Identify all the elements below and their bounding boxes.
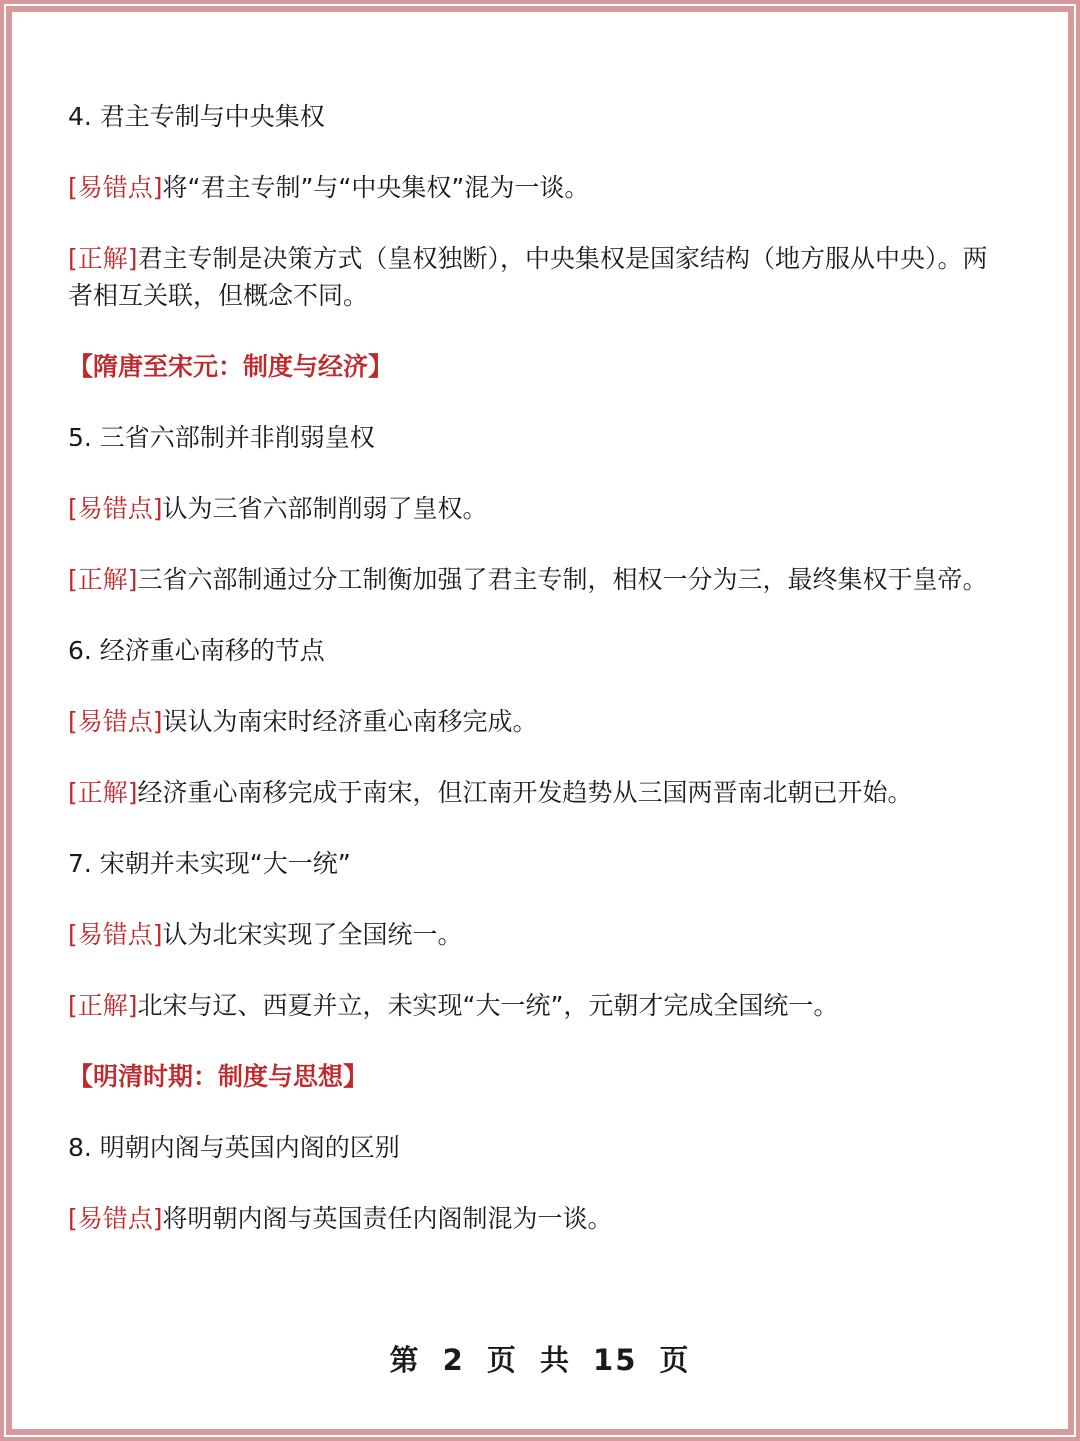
answer-text: 君主专制是决策方式（皇权独断），中央集权是国家结构（地方服从中央）。两者相互关联，但概念不同。 [68, 244, 988, 310]
item-heading-6: 6. 经济重心南移的节点 [68, 636, 325, 665]
document-body [68, 98, 998, 1271]
mistake-text: 误认为南宋时经济重心南移完成。 [162, 707, 538, 736]
mistake-tag: [易错点] [68, 494, 163, 523]
section-title-sui-tang-song-yuan: 【隋唐至宋元：制度与经济】 [68, 352, 394, 381]
mistake-tag: [易错点] [68, 173, 163, 202]
item-heading-5: 5. 三省六部制并非削弱皇权 [68, 423, 375, 452]
item-answer-5 [68, 561, 998, 598]
mistake-text: 认为北宋实现了全国统一。 [162, 920, 463, 949]
mistake-tag: [易错点] [68, 1204, 163, 1233]
answer-tag: [正解] [68, 244, 138, 273]
mistake-text: 将明朝内阁与英国责任内阁制混为一谈。 [162, 1204, 613, 1233]
item-mistake-5 [68, 490, 998, 527]
mistake-tag: [易错点] [68, 920, 163, 949]
item-heading-4: 4. 君主专制与中央集权 [68, 102, 325, 131]
item-heading-7: 7. 宋朝并未实现“大一统” [68, 849, 351, 878]
answer-text: 经济重心南移完成于南宋，但江南开发趋势从三国两晋南北朝已开始。 [137, 778, 913, 807]
page-number-footer: 第 2 页 共 15 页 [389, 1343, 691, 1377]
item-mistake-8 [68, 1200, 998, 1237]
mistake-tag: [易错点] [68, 707, 163, 736]
answer-text: 三省六部制通过分工制衡加强了君主专制，相权一分为三，最终集权于皇帝。 [137, 565, 988, 594]
item-answer-7 [68, 987, 998, 1024]
item-answer-6 [68, 774, 998, 811]
item-answer-4 [68, 240, 998, 314]
answer-tag: [正解] [68, 565, 138, 594]
answer-text: 北宋与辽、西夏并立，未实现“大一统”，元朝才完成全国统一。 [137, 991, 839, 1020]
mistake-text: 将“君主专制”与“中央集权”混为一谈。 [162, 173, 590, 202]
item-mistake-7 [68, 916, 998, 953]
inner-frame [10, 10, 1070, 1431]
item-mistake-6 [68, 703, 998, 740]
item-heading-8: 8. 明朝内阁与英国内阁的区别 [68, 1133, 400, 1162]
section-title-ming-qing: 【明清时期：制度与思想】 [68, 1062, 369, 1091]
item-mistake-4 [68, 169, 998, 206]
answer-tag: [正解] [68, 778, 138, 807]
mistake-text: 认为三省六部制削弱了皇权。 [162, 494, 488, 523]
answer-tag: [正解] [68, 991, 138, 1020]
